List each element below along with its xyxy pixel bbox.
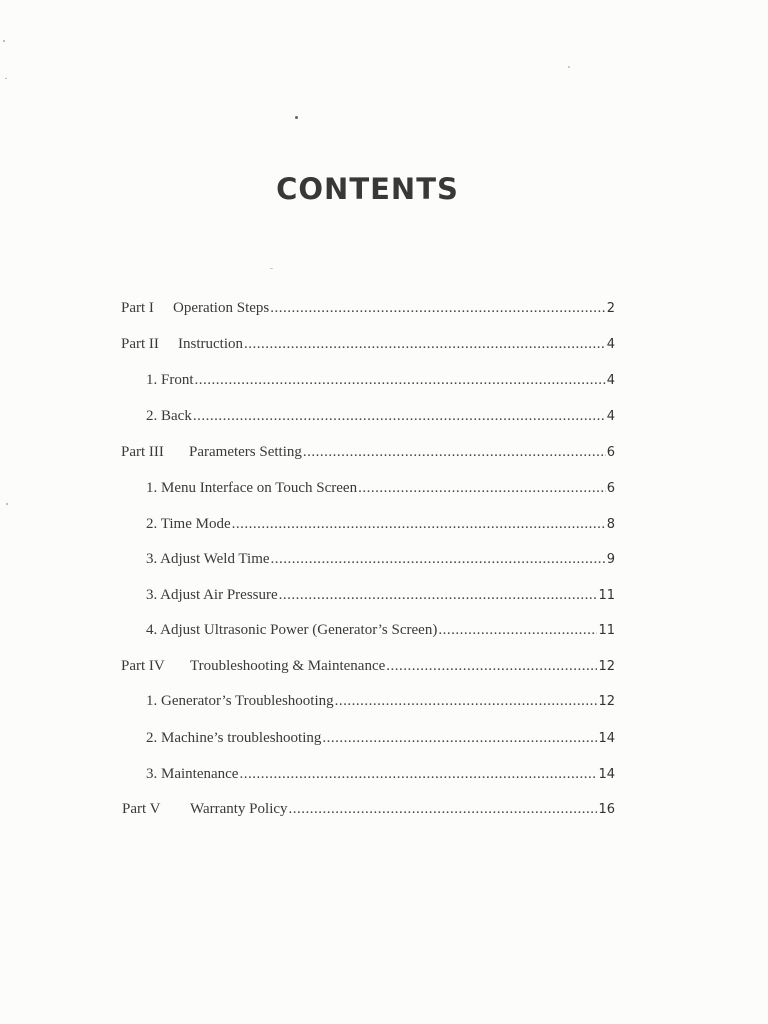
toc-entry: [146, 372, 615, 394]
toc-entry: [146, 587, 615, 609]
dot-leader: [270, 300, 605, 317]
toc-part-number: Part V: [122, 801, 161, 817]
toc-entry: [146, 730, 615, 752]
toc-part-number: Part II: [121, 336, 159, 352]
toc-entry: [146, 408, 615, 430]
toc-page-number: 12: [598, 659, 615, 674]
toc-entry-title: 1. Front: [146, 372, 194, 388]
toc-page-number: 2: [606, 301, 615, 316]
toc-page-number: 11: [598, 623, 615, 638]
page-title: CONTENTS: [276, 172, 459, 206]
dot-leader: [193, 408, 606, 425]
toc-part-number: Part IV: [121, 658, 165, 674]
toc-entry: [146, 622, 615, 644]
toc-page-number: 11: [598, 588, 615, 603]
toc-entry-title: 2. Back: [146, 408, 192, 424]
toc-page-number: 14: [598, 731, 615, 746]
dot-leader: [303, 444, 606, 461]
toc-entry: [121, 300, 615, 322]
toc-entry: [121, 336, 615, 358]
dot-leader: [244, 336, 606, 353]
dot-leader: [195, 372, 606, 389]
toc-part-number: Part I: [121, 300, 154, 316]
dot-leader: [289, 801, 598, 818]
toc-entry: [146, 766, 615, 788]
toc-entry-title: 3. Adjust Air Pressure: [146, 587, 278, 603]
toc-entry-title: 2. Time Mode: [146, 516, 231, 532]
toc-part-number: Part III: [121, 444, 164, 460]
toc-entry: [146, 551, 615, 573]
toc-entry-title: Warranty Policy: [190, 801, 288, 817]
toc-entry-title: Parameters Setting: [189, 444, 302, 460]
dot-leader: [279, 587, 598, 604]
toc-page-number: 6: [606, 481, 615, 496]
toc-entry-title: Instruction: [178, 336, 243, 352]
toc-entry: [122, 801, 615, 823]
toc-page-number: 9: [606, 552, 615, 567]
toc-page-number: 14: [598, 767, 615, 782]
toc-page-number: 4: [606, 373, 615, 388]
toc-entry-title: 4. Adjust Ultrasonic Power (Generator’s Screen): [146, 622, 438, 638]
toc-page-number: 8: [606, 517, 615, 532]
dot-leader: [358, 480, 606, 497]
dot-leader: [335, 693, 598, 710]
toc-entry-title: Operation Steps: [173, 300, 270, 316]
toc-entry-title: 2. Machine’s troubleshooting: [146, 730, 322, 746]
toc-entry-title: 1. Menu Interface on Touch Screen: [146, 480, 358, 496]
dot-leader: [239, 766, 597, 783]
dot-leader: [232, 516, 606, 533]
toc-entry: [146, 516, 615, 538]
toc-page-number: 12: [598, 694, 615, 709]
toc-entry: [146, 480, 615, 502]
dot-leader: [322, 730, 597, 747]
toc-page-number: 6: [606, 445, 615, 460]
dot-leader: [386, 658, 597, 675]
toc-entry-title: 1. Generator’s Troubleshooting: [146, 693, 334, 709]
toc-page-number: 4: [606, 409, 615, 424]
toc-page-number: 16: [598, 802, 615, 817]
toc-entry-title: Troubleshooting & Maintenance: [190, 658, 386, 674]
toc-entry: [121, 444, 615, 466]
toc-entry-title: 3. Maintenance: [146, 766, 239, 782]
dot-leader: [438, 622, 597, 639]
toc-page-number: 4: [606, 337, 615, 352]
toc-entry: [146, 693, 615, 715]
dot-leader: [271, 551, 606, 568]
toc-entry: [121, 658, 615, 680]
toc-entry-title: 3. Adjust Weld Time: [146, 551, 270, 567]
